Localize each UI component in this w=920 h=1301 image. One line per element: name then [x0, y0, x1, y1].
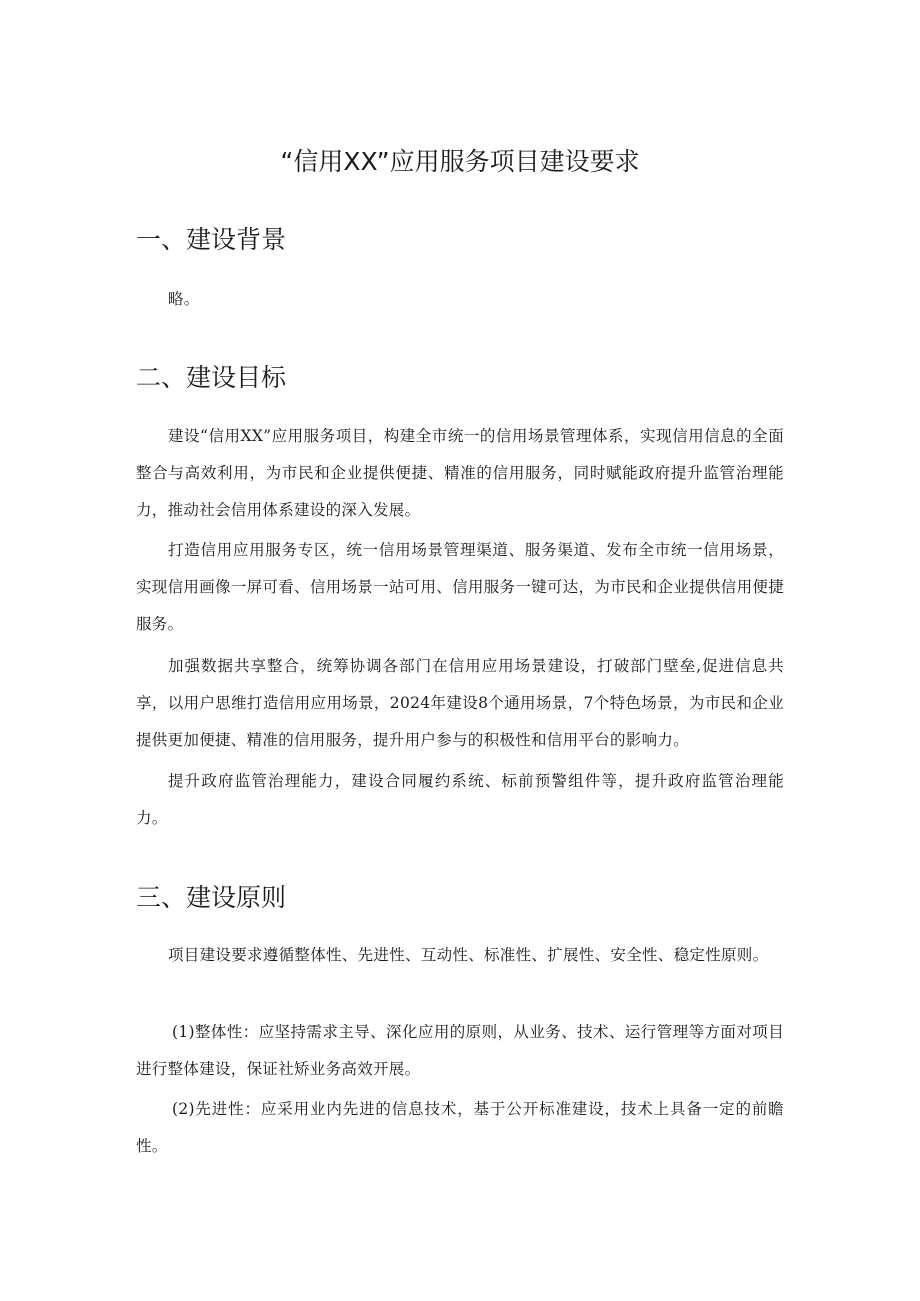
paragraph-goals-1: 建设“信用XX”应用服务项目，构建全市统一的信用场景管理体系，实现信用信息的全面整合与高效利用，为市民和企业提供便捷、精准的信用服务，同时赋能政府提升监管治理能力，推动社会信用体系建设的深入发展。: [136, 427, 784, 519]
paragraph-principles-1: 项目建设要求遵循整体性、先进性、互动性、标准性、扩展性、安全性、稳定性原则。: [168, 946, 769, 964]
section-heading-background: 一、建设背景: [136, 225, 287, 254]
paragraph-goals-2: 打造信用应用服务专区，统一信用场景管理渠道、服务渠道、发布全市统一信用场景，实现信用画像一屏可看、信用场景一站可用、信用服务一键可达，为市民和企业提供信用便捷服务。: [136, 541, 784, 633]
document-title: “信用XX”应用服务项目建设要求: [280, 147, 640, 176]
paragraph-principle-advanced: (2)先进性：应采用业内先进的信息技术，基于公开标准建设，技术上具备一定的前瞻性。: [136, 1100, 784, 1155]
paragraph-goals-4: 提升政府监管治理能力，建设合同履约系统、标前预警组件等，提升政府监管治理能力。: [136, 772, 784, 827]
section-heading-goals: 二、建设目标: [136, 363, 287, 392]
paragraph-goals-3: 加强数据共享整合，统筹协调各部门在信用应用场景建设，打破部门壁垒,促进信息共享，以用户思维打造信用应用场景，2024年建设8个通用场景，7个特色场景，为市民和企业提供更加便捷、精准的信用服务，提升用户参与的积极性和信用平台的影响力。: [136, 657, 784, 749]
section-heading-principles: 三、建设原则: [136, 883, 287, 912]
paragraph-principle-integrity: (1)整体性：应坚持需求主导、深化应用的原则，从业务、技术、运行管理等方面对项目进行整体建设，保证社矫业务高效开展。: [136, 1023, 784, 1078]
paragraph-background-1: 略。: [168, 290, 200, 308]
